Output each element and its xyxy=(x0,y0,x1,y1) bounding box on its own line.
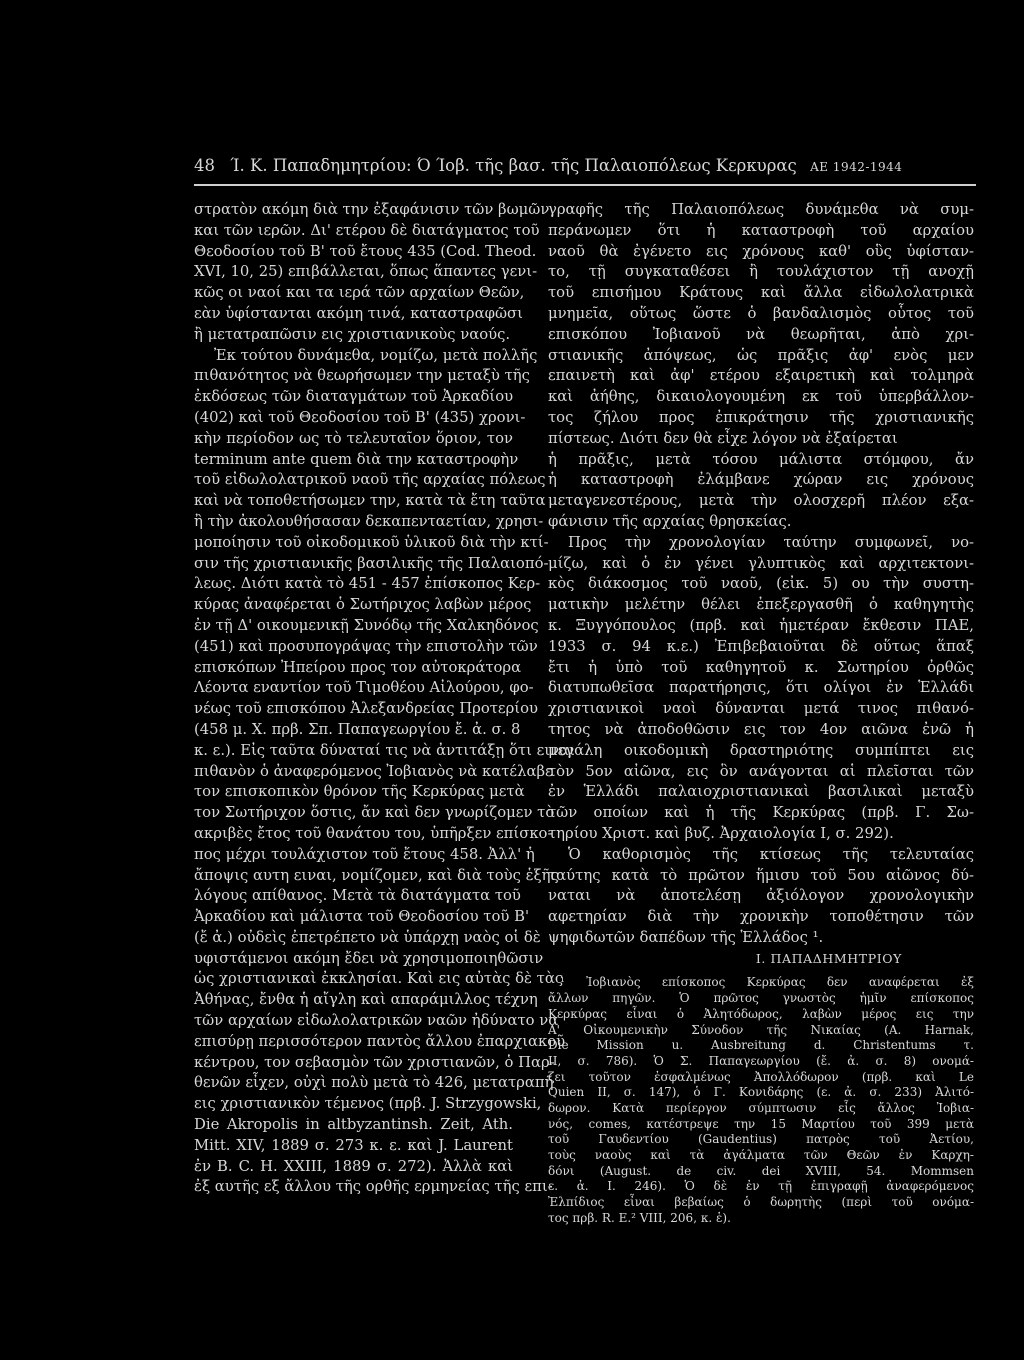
text-line: ἡ πρᾶξις, μετὰ τόσου μάλιστα στόμφου, ἄν xyxy=(548,450,974,468)
text-line: επισκόπου Ἰοβιανοῦ νὰ θεωρῆται, ἀπὸ χρι- xyxy=(548,325,974,343)
text-line: ἢ μετατραπῶσιν εις χριστιανικοὺς ναούς. xyxy=(194,325,511,343)
text-line: και τῶν ιερῶν. Δι' ετέρου δὲ διατάγματος τοῦ xyxy=(194,221,540,239)
text-line: πιθανότητος νὰ θεωρήσωμεν την μεταξὺ τῆς xyxy=(194,367,530,385)
text-line: Ἀρκαδίου καὶ μάλιστα τοῦ Θεοδοσίου τοῦ Β' xyxy=(194,908,530,926)
footnote-line: δωρον. Κατὰ περίεργον σύμπτωσιν εἷς ἄλλος Ἰοβια- xyxy=(548,1100,974,1115)
text-line: Λέοντα εναντίον τοῦ Τιμοθέου Αἰλούρου, φο- xyxy=(194,679,534,697)
footnote-line: τοῦ Γαυδεντίου (Gaudentius) πατρὸς τοῦ Ἀετίου, xyxy=(548,1132,974,1147)
text-line: τον Σωτήριχον ὅστις, ἄν καὶ δεν γνωρίζομεν τὸ xyxy=(194,804,555,822)
footnote-line: ἄλλων πηγῶν. Ὁ πρῶτος γνωστὸς ἡμῖν επίσκοπος xyxy=(548,991,974,1006)
running-head-title: Ί. Κ. Παπαδημητρίου: Ό Ίοβ. τῆς βασ. τῆς Παλαιοπόλεως Κερκυρας xyxy=(230,156,797,175)
text-line: ἐν τῇ Δ' οικουμενικῇ Συνόδῳ τῆς Χαλκηδόνος xyxy=(194,616,539,634)
footnote-line: Ἐλπίδιος εἶναι βεβαίως ὁ δωρητὴς (περὶ τοῦ ονόμα- xyxy=(548,1195,974,1210)
text-line: ναται νὰ ἀποτελέσῃ ἀξιόλογον χρονολογικὴν xyxy=(548,887,974,905)
header-rule xyxy=(194,184,976,186)
text-line: στιανικῆς ἀπόψεως, ὡς πρᾶξις ἀφ' ενὸς μεν xyxy=(548,346,974,364)
text-line: ματικὴν μελέτην θέλει ἐπεξεργασθῆ ὁ καθηγητὴς xyxy=(548,596,974,614)
text-line: χριστιανικοὶ ναοὶ δύνανται μετά τινος πιθανό- xyxy=(548,700,974,718)
text-line: ψηφιδωτῶν δαπέδων τῆς Ἑλλάδος ¹. xyxy=(548,928,824,946)
text-line: τητος νὰ ἀποδοθῶσιν εις τον 4ον αιῶνα ἐνῶ ἡ xyxy=(548,720,974,738)
text-line: κέντρου, τον σεβασμὸν τῶν χριστιανῶν, ὁ Παρ- xyxy=(194,1053,555,1071)
text-line: διατυπωθεῖσα παρατήρησις, ὅτι ολίγοι ἐν Ἑλλάδι xyxy=(548,679,974,697)
text-line: κύρας ἀναφέρεται ὁ Σωτήριχος λαβὼν μέρος xyxy=(194,596,532,614)
text-line: στρατὸν ακόμη διὰ την ἐξαφάνισιν τῶν βωμῶν xyxy=(194,201,550,218)
text-line: Θεοδοσίου τοῦ Β' τοῦ ἔτους 435 (Cod. Theod. xyxy=(194,242,537,260)
text-line: γραφῆς τῆς Παλαιοπόλεως δυνάμεθα νὰ συμ- xyxy=(548,201,974,218)
text-line: ταύτης κατὰ τὸ πρῶτον ἥμισυ τοῦ 5ου αἰῶνος δύ- xyxy=(548,866,974,884)
footnote xyxy=(548,975,974,1226)
text-line: ἐν Ἑλλάδι παλαιοχριστιανικαὶ βασιλικαὶ μεταξὺ xyxy=(548,783,974,801)
footnote-line: τοὺς ναοὺς καὶ τὰ ἀγάλματα τῶν Θεῶν ἐν Καρχη- xyxy=(548,1148,974,1163)
footnote-line: Α' Οἰκουμενικὴν Σύνοδον τῆς Νικαίας (Α. Harnak, xyxy=(548,1022,974,1037)
text-line: το, τῇ συγκαταθέσει ἢ τουλάχιστον τῇ ανοχῇ xyxy=(548,263,974,281)
footnote-line: τος πρβ. R. Ε.² VIII, 206, κ. ἑ). xyxy=(548,1210,731,1225)
footnote-line: Quien ΙΙ, σ. 147), ὁ Γ. Κονιδάρης (ε. ἀ. σ. 233) Ἀλιτό- xyxy=(548,1085,974,1100)
text-line: μοποίησιν τοῦ οἰκοδομικοῦ ὑλικοῦ διὰ τὴν κτί- xyxy=(194,533,549,551)
footnote-line: Κερκύρας εἶναι ὁ Ἀλητόδωρος, λαβὼν μέρος εις την xyxy=(548,1006,974,1021)
text-line: σιν τῆς χριστιανικῆς βασιλικῆς τῆς Παλαιοπό- xyxy=(194,554,549,572)
text-line: τον επισκοπικὸν θρόνον τῆς Κερκύρας μετὰ xyxy=(194,783,525,801)
text-line: Ἐκ τούτου δυνάμεθα, νομίζω, μετὰ πολλῆς xyxy=(214,346,538,364)
text-line: ἄποψις αυτη ειναι, νομίζομεν, καὶ διὰ τοὺς ἑξῆς xyxy=(194,866,559,884)
text-line: τὸν 5ον αἰῶνα, εις ὃν ανάγονται αἱ πλεῖσται τῶν xyxy=(548,762,974,780)
text-line: Προς τὴν χρονολογίαν ταύτην συμφωνεῖ, νο- xyxy=(568,533,974,551)
text-line: τος ζήλου προς ἐπικράτησιν τῆς χριστιανικῆς xyxy=(548,408,974,426)
text-line: πος μέχρι τουλάχιστον τοῦ ἔτους 458. Ἀλλ' ἡ xyxy=(194,845,535,863)
text-line: νέως τοῦ επισκόπου Ἀλεξανδρείας Προτερίου xyxy=(194,700,538,718)
text-line: (402) καὶ τοῦ Θεοδοσίου τοῦ Β' (435) χρονι- xyxy=(194,408,526,426)
footnote-line: ε. ἀ. I. 246). Ὁ δὲ ἐν τῇ ἐπιγραφῇ ἀναφερόμενος xyxy=(548,1179,974,1194)
text-line: πιθανὸν ὁ ἀναφερόμενος Ἰοβιανὸς νὰ κατέλαβε xyxy=(194,762,553,780)
right-column xyxy=(548,200,974,1226)
text-line: θενῶν εἶχεν, οὐχὶ πολὺ μετὰ τὸ 426, μετατραπῆ xyxy=(194,1074,554,1092)
text-line: κῶς οι ναοί και τα ιερά τῶν αρχαίων Θεῶν, xyxy=(194,284,525,302)
text-line: λόγους απίθανος. Μετὰ τὰ διατάγματα τοῦ xyxy=(194,887,521,905)
text-line: ἢ τὴν ἀκολουθήσασαν δεκαπενταετίαν, χρησι- xyxy=(194,512,544,530)
text-line: υφιστάμενοι ακόμη ἔδει νὰ χρησιμοποιηθῶσιν xyxy=(194,949,544,967)
text-line: ἔτι ἡ ὑπὸ τοῦ καθηγητοῦ κ. Σωτηρίου ὀρθῶς xyxy=(548,658,974,676)
text-line: κ. ε.). Εἰς ταῦτα δύναταί τις νὰ ἀντιτάξῃ ὅτι ειναι xyxy=(194,741,575,759)
footnote-line: δόνι (August. de civ. dei XVIII, 54. Mommsen xyxy=(548,1163,974,1178)
text-line: (ἔ ἀ.) οὐδεὶς ἐπετρέπετο νὰ ὑπάρχῃ ναὸς οἱ δὲ xyxy=(194,928,541,946)
text-line: μίζω, καὶ ὁ ἐν γένει γλυπτικὸς καὶ αρχιτεκτονι- xyxy=(548,554,974,572)
text-line: ἡ καταστροφὴ ἐλάμβανε χώραν εις χρόνους xyxy=(548,471,974,489)
text-line: ὡς χριστιανικαὶ ἐκκλησίαι. Καὶ εις αὐτὰς δὲ τὰς xyxy=(194,970,564,988)
text-line: τῶν οποίων καὶ ἡ τῆς Κερκύρας (πρβ. Γ. Σω- xyxy=(548,804,974,822)
text-line: ἐν Β. C. Η. XXIII, 1889 σ. 272). Ἀλλὰ καὶ xyxy=(194,1157,513,1175)
text-line: εὰν ὑφίστανται ακόμη τινά, καταστραφῶσι xyxy=(194,304,523,322)
text-line: επαινετὴ καὶ ἀφ' ετέρου εξαιρετικὴ καὶ τολμηρὰ xyxy=(548,367,974,385)
text-line: πίστεως. Διότι δεν θὰ εἶχε λόγον νὰ ἐξαίρεται xyxy=(548,429,898,447)
text-line: 1933 σ. 94 κ.ε.) Ἐπιβεβαιοῦται δὲ οὕτως ἅπαξ xyxy=(548,637,974,655)
right-column-body xyxy=(548,200,974,949)
text-line: τοῦ εἰδωλολατρικοῦ ναοῦ τῆς αρχαίας πόλεως xyxy=(194,471,546,489)
text-line: επισύρῃ περισσότερον παντὸς ἄλλου ἐπαρχιακοῦ xyxy=(194,1032,566,1050)
text-line: καὶ νὰ τοποθετήσωμεν την, κατὰ τὰ ἔτη ταῦτα xyxy=(194,492,546,510)
text-line: αφετηρίαν διὰ τὴν χρονικὴν τοποθέτησιν τῶν xyxy=(548,908,974,926)
text-line: ἐξ αυτῆς εξ ἄλλου τῆς ορθῆς ερμηνείας τῆς επι- xyxy=(194,1178,553,1196)
text-line: μνημεῖα, οὕτως ὥστε ὁ βανδαλισμὸς οὗτος τοῦ xyxy=(548,304,974,322)
footnote-line: ζει τοῦτον ἐσφαλμένως Ἀπολλόδωρον (πρβ. καὶ Le xyxy=(548,1069,974,1084)
text-line: επισκόπων Ἠπείρου προς τον αὐτοκράτορα xyxy=(194,658,522,676)
text-line: λεως. Διότι κατὰ τὸ 451 - 457 ἐπίσκοπος Κερ- xyxy=(194,575,541,593)
text-line: περάνωμεν ὅτι ἡ καταστροφὴ τοῦ αρχαίου xyxy=(548,221,974,239)
running-head xyxy=(194,154,974,178)
footnote-line: Die Mission u. Ausbreitung d. Christentums τ. xyxy=(548,1038,974,1053)
text-line: Ἀθήνας, ἔνθα ἡ αἴγλη καὶ απαράμιλλος τέχνη xyxy=(194,991,538,1009)
text-line: ἐκδόσεως τῶν διαταγμάτων τοῦ Ἀρκαδίου xyxy=(194,388,514,406)
text-line: κὸς διάκοσμος τοῦ ναοῦ, (εἰκ. 5) ου τὴν συστη- xyxy=(548,575,974,593)
page-number: 48 xyxy=(194,156,215,175)
footnote-line: νός, comes, κατέστρεψε την 15 Μαρτίου τοῦ 399 μετὰ xyxy=(548,1116,974,1131)
text-line: Mitt. XIV, 1889 σ. 273 κ. ε. καὶ J. Laurent xyxy=(194,1136,513,1154)
text-line: XVI, 10, 25) επιβάλλεται, ὅπως ἅπαντες γενι- xyxy=(194,263,538,281)
text-line: (458 μ. Χ. πρβ. Σπ. Παπαγεωργίου ἔ. ἀ. σ. 8 xyxy=(194,720,521,738)
text-line: τῶν αρχαίων εἰδωλολατρικῶν ναῶν ἠδύνατο νὰ xyxy=(194,1012,559,1030)
left-column xyxy=(194,200,575,1198)
footnote-line: ΙΙ, σ. 786). Ὁ Σ. Παπαγεωργίου (ἔ. ἀ. σ. 8) ονομά- xyxy=(548,1053,974,1068)
volume-signature: ΑΕ 1942-1944 xyxy=(810,160,903,174)
text-line: Ὁ καθορισμὸς τῆς κτίσεως τῆς τελευταίας xyxy=(568,845,974,863)
footnote-line: ¹ Ἰοβιανὸς επίσκοπος Κερκύρας δεν αναφέρεται ἐξ xyxy=(560,975,974,990)
text-line: μεταγενεστέρους, μετὰ τὴν ολοσχερῆ πλέον εξα- xyxy=(548,492,974,510)
text-line: τοῦ επισήμου Κράτους καὶ ἄλλα εἰδωλολατρικὰ xyxy=(548,284,974,302)
text-line: (451) καὶ προσυπογράψας τὴν επιστολὴν τῶν xyxy=(194,637,538,655)
text-line: κὴν περίοδον ως τὸ τελευταῖον ὅριον, τον xyxy=(194,429,513,447)
text-line: μεγάλη οικοδομικὴ δραστηριότης συμπίπτει εις xyxy=(548,741,974,759)
text-line: ακριβὲς ἔτος τοῦ θανάτου του, ὑπῆρξεν επίσκο- xyxy=(194,824,553,842)
text-line: καὶ ἀήθης, δικαιολογουμένη εκ τοῦ ὑπερβάλλον- xyxy=(548,388,974,406)
text-line: κ. Ξυγγόπουλος (πρβ. καὶ ἡμετέραν ἔκθεσιν ΠΑΕ, xyxy=(548,616,974,634)
text-line: εις χριστιανικὸν τέμενος (πρβ. J. Strzygowski, xyxy=(194,1095,542,1113)
text-line: φάνισιν τῆς αρχαίας θρησκείας. xyxy=(548,512,792,530)
text-line: τηρίου Χριστ. καὶ βυζ. Ἀρχαιολογία Ι, σ. 292). xyxy=(548,824,894,842)
text-line: ναοῦ θὰ ἐγένετο εις χρόνους καθ' οὓς ὑφίσταν- xyxy=(548,242,974,260)
text-line: Die Akropolis in altbyzantinsh. Zeit, Ath. xyxy=(194,1116,513,1134)
text-line: terminum ante quem διὰ την καταστροφὴν xyxy=(194,450,519,468)
author-signature: Ι. ΠΑΠΑΔΗΜΗΤΡΙΟΥ xyxy=(755,950,902,966)
